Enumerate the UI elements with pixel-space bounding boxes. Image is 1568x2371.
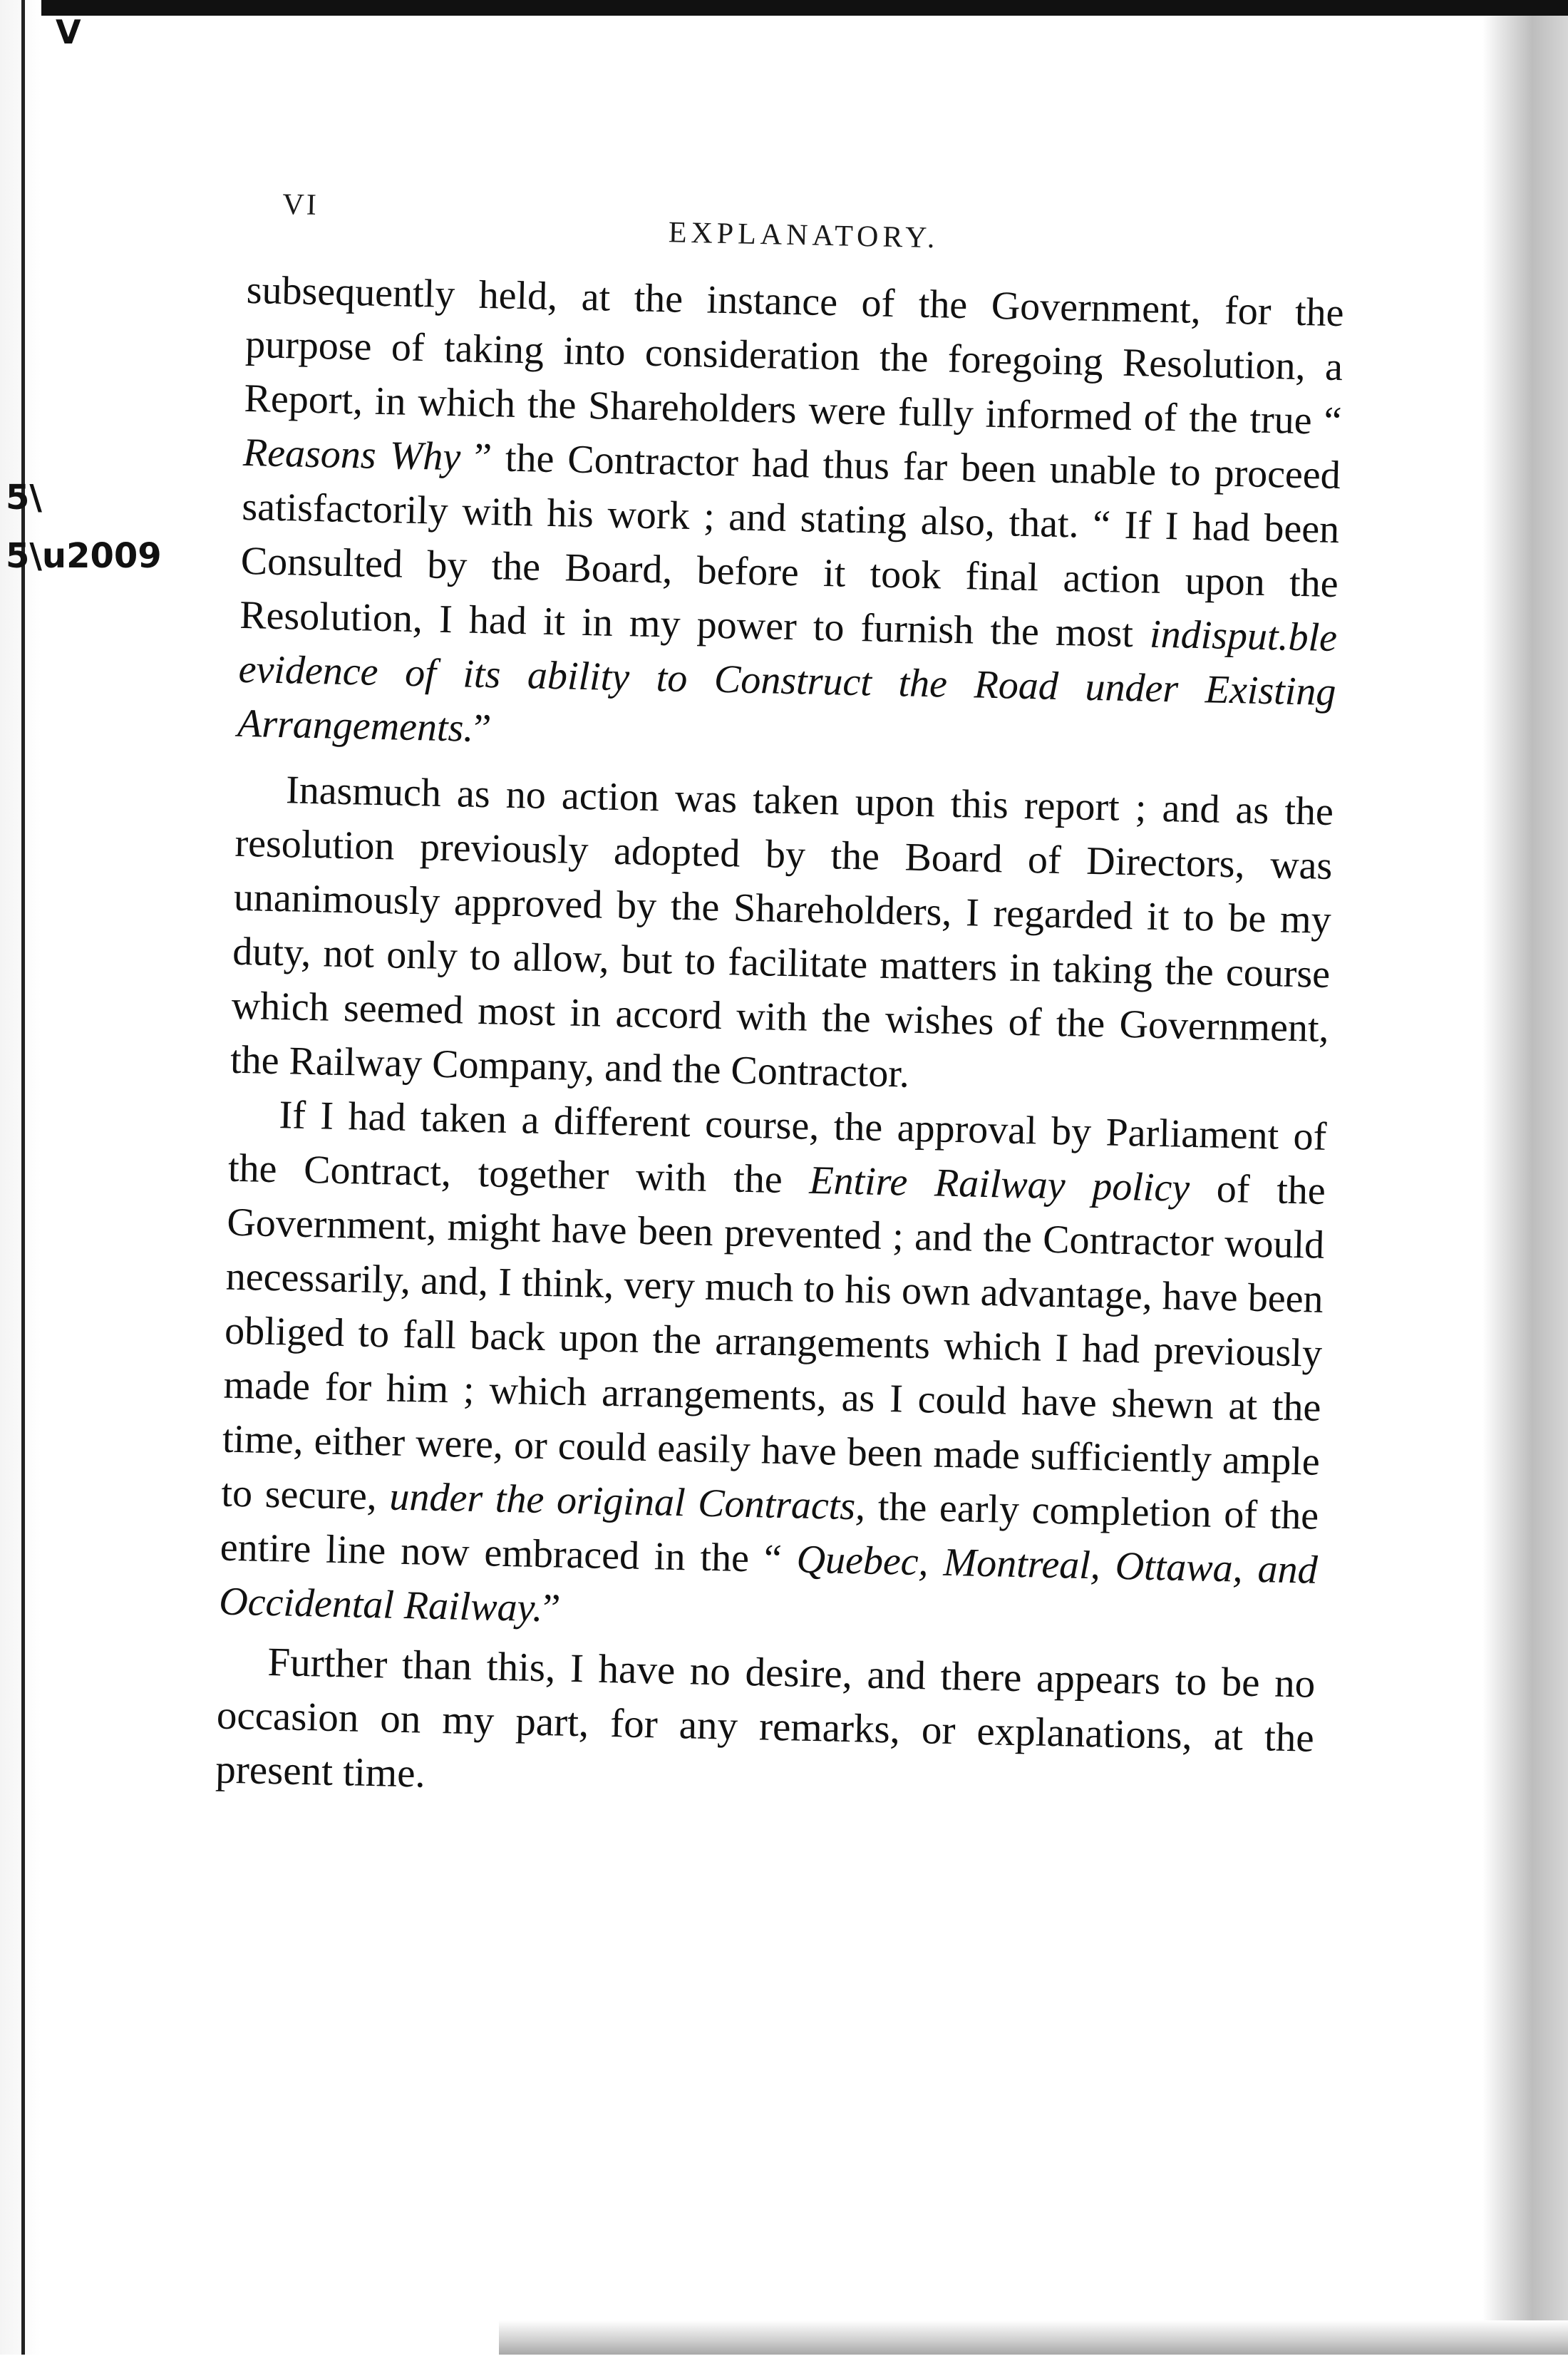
gutter-mark-lower: 5\u2009	[6, 536, 162, 576]
paragraph-1	[237, 263, 1344, 773]
body-text	[215, 263, 1345, 1820]
gutter-mark-middle: 5\	[6, 478, 42, 518]
paragraph-3-text-c: of the Government, might have been prevented ; and the Contractor would necessarily, and, I think, very much to his own advantage, have been obliged to fall back upon the arrangements which I had previously made for him ; which arrangements, as I could have shewn at the time, either were, or could easily have been made sufficiently ample to secure,	[220, 1166, 1326, 1519]
paragraph-3-italic-entire-railway-policy: Entire Railway policy	[808, 1158, 1190, 1210]
paragraph-3-text-e: the early completion of the entire line now embraced in the “	[220, 1484, 1319, 1582]
page-number: VI	[282, 187, 319, 222]
paragraph-3-text-a: If I had taken a different course, the approval by Parliament of the Contract, together with the	[227, 1093, 1327, 1203]
paragraph-3-italic-railway-name: Quebec, Montreal, Ottawa, and Occidental Railway.	[218, 1537, 1319, 1631]
paragraph-1-text-a: subsequently held, at the instance of the Government, for the purpose of taking into consideration the foregoing Resolution, a Report, in which the Shareholders were fully informed of the true “	[244, 267, 1345, 444]
paragraph-3-close-quote: ”	[542, 1586, 561, 1631]
paragraph-3	[219, 1087, 1328, 1652]
paragraph-2: Inasmuch as no action was taken upon this report ; and as the resolution previously adopted by the Board of Directors, was unanimously approved by the Shareholders, I regarded it to be my duty, not only to allow, but to facilitate matters in taking the course which seemed most in accord with the wishes of the Government, the Railway Company, and the Contractor.	[229, 768, 1334, 1096]
paragraph-1-text-c: ” the Contractor had thus far been unable to proceed satisfactorily with his work ; and stating also, that. “ If I had been Consulted by the Board, before it took final action upon the Resolution, I had it in my power to furnish the most	[239, 435, 1341, 657]
paragraph-1-italic-evidence: indisput.ble evidence of its ability to Construct the Road under Existing Arrangements.	[237, 612, 1338, 751]
paragraph-1-italic-reasons-why: Reasons Why	[242, 430, 461, 480]
running-head: EXPLANATORY.	[668, 216, 939, 255]
gutter-mark-top: V	[56, 13, 81, 51]
paragraph-4: Further than this, I have no desire, and there appears to be no occasion on my part, for any remarks, or explanations, at the present time.	[215, 1639, 1316, 1796]
paragraph-1-close-quote: ”	[473, 706, 492, 751]
paragraph-3-italic-original-contracts: under the original Contracts,	[388, 1474, 866, 1529]
